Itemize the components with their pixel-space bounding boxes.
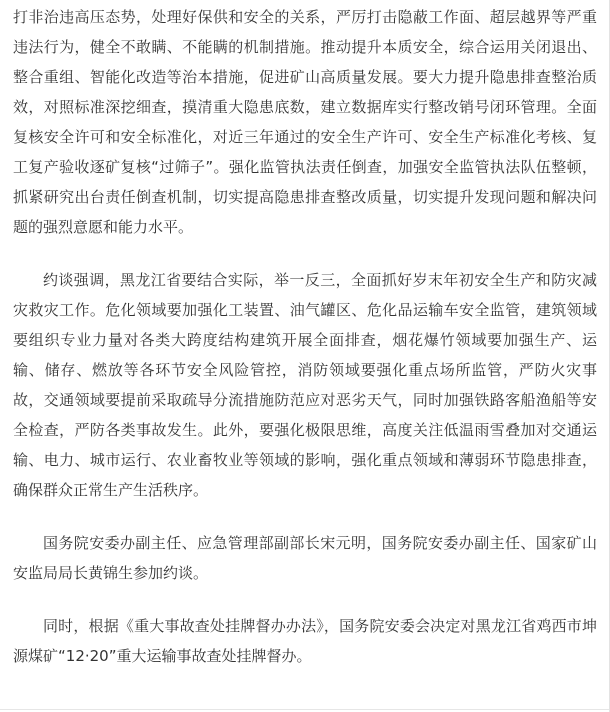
article-paragraph-continued: 打非治违高压态势，处理好保供和安全的关系，严厉打击隐蔽工作面、超层越界等严重违法行为，健全不敢瞒、不能瞒的机制措施。推动提升本质安全，综合运用关闭退出、整合重组、智能化改造等治本措施，促进矿山高质量发展。要大力提升隐患排查整治质效，对照标准深挖细查，摸清重大隐患底数，建立数据库实行整改销号闭环管理。全面复核安全许可和安全标准化，对近三年通过的安全生产许可、安全生产标准化考核、复工复产验收逐矿复核“过筛子”。强化监管执法责任倒查，加强安全监管执法队伍整顿，抓紧研究出台责任倒查机制，切实提高隐患排查整改质量，切实提升发现问题和解决问题的强烈意愿和能力水平。 <box>13 8 597 236</box>
bottom-divider <box>0 709 609 710</box>
article-paragraph-supervision: 同时，根据《重大事故查处挂牌督办办法》，国务院安委会决定对黑龙江省鸡西市坤源煤矿“12·20”重大运输事故查处挂牌督办。 <box>13 617 597 665</box>
article-paragraph-attendees: 国务院安委办副主任、应急管理部副部长宋元明，国务院安委办副主任、国家矿山安监局局长黄锦生参加约谈。 <box>13 534 597 582</box>
article-paragraph-interview: 约谈强调，黑龙江省要结合实际，举一反三，全面抓好岁末年初安全生产和防灾减灾救灾工作。危化领域要加强化工装置、油气罐区、危化品运输车安全监管，建筑领域要组织专业力量对各类大跨度结构建筑开展全面排查，烟花爆竹领域要加强生产、运输、储存、燃放等各环节安全风险管控，消防领域要强化重点场所监管，严防火灾事故，交通领域要提前采取疏导分流措施防范应对恶劣天气，同时加强铁路客船渔船等安全检查，严防各类事故发生。此外，要强化极限思维，高度关注低温雨雪叠加对交通运输、电力、城市运行、农业畜牧业等领域的影响，强化重点领域和薄弱环节隐患排查，确保群众正常生产生活秩序。 <box>13 271 597 499</box>
article-body <box>13 2 597 671</box>
